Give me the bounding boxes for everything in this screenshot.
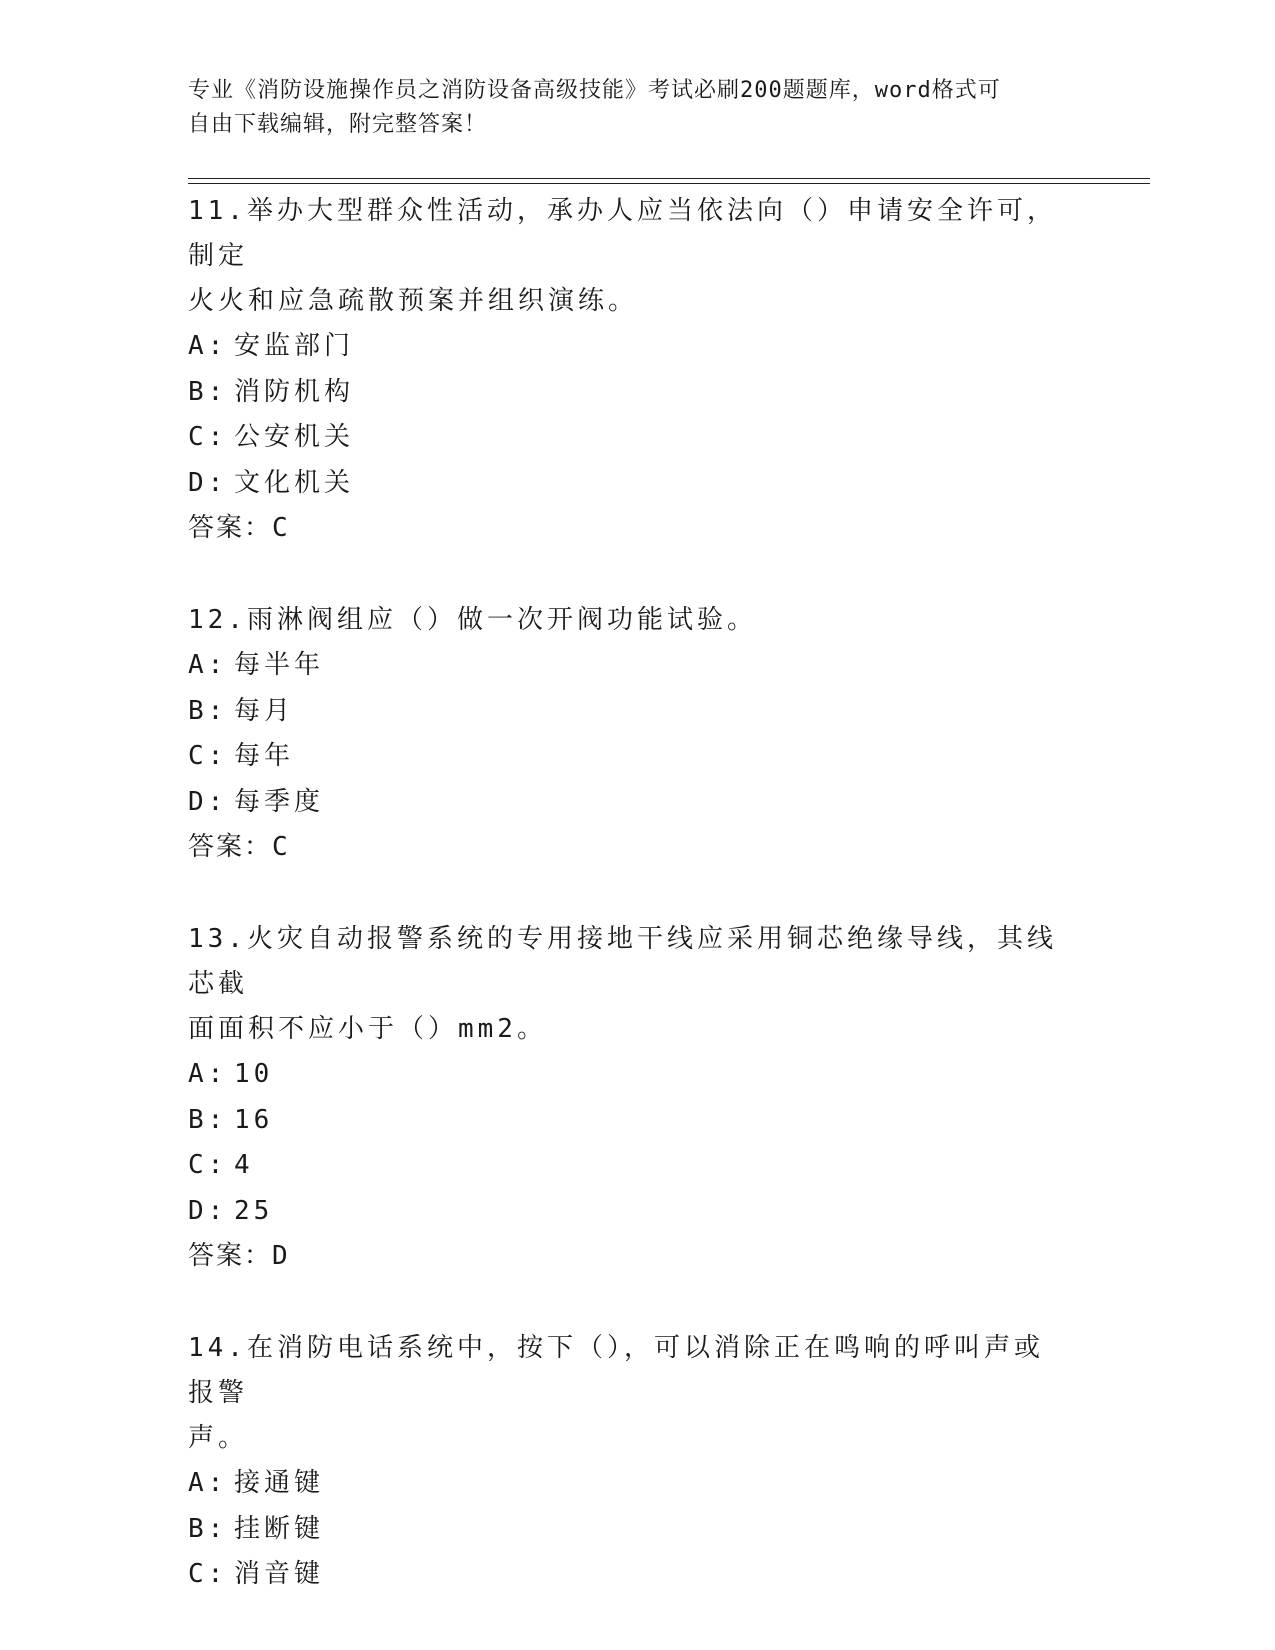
option-b: [188, 370, 1088, 416]
question-item: [188, 189, 1088, 551]
option-text: 每月: [234, 695, 295, 726]
header-line-2: 自由下载编辑，附完整答案！: [188, 112, 488, 137]
option-text: 每季度: [234, 786, 325, 817]
answer-line: 答案：C: [188, 832, 290, 862]
question-list: [188, 189, 1088, 1645]
option-text: 接通键: [234, 1468, 325, 1498]
option-key: A:: [188, 1468, 228, 1498]
option-c: [188, 1552, 1088, 1598]
option-a: [188, 643, 1088, 689]
option-d: [188, 461, 1088, 507]
option-a: [188, 1461, 1088, 1507]
option-text: 消防机构: [234, 376, 355, 407]
question-stem-line: 声。: [188, 1423, 249, 1453]
option-key: C:: [188, 741, 228, 771]
header-divider-top: [188, 178, 1150, 179]
header-divider-bottom: [188, 183, 1150, 184]
answer-line: 答案：D: [188, 1241, 290, 1271]
option-text: 消音键: [234, 1559, 325, 1589]
option-d: [188, 1189, 1088, 1235]
option-key: C:: [188, 1150, 228, 1180]
question-stem-line: 14.在消防电话系统中，按下（），可以消除正在鸣响的呼叫声或报警: [188, 1333, 1044, 1408]
option-key: D:: [188, 786, 228, 817]
option-b: [188, 1098, 1088, 1144]
question-stem: [188, 1326, 1068, 1461]
option-text: 4: [234, 1150, 254, 1180]
option-text: 挂断键: [234, 1513, 325, 1544]
option-key: C:: [188, 422, 228, 452]
question-item: [188, 598, 1088, 870]
question-stem-line: 面面积不应小于（）mm2。: [188, 1014, 547, 1044]
option-text: 10: [234, 1059, 274, 1089]
option-key: B:: [188, 1104, 228, 1135]
option-text: 16: [234, 1104, 274, 1135]
option-key: A:: [188, 650, 228, 680]
question-stem: [188, 189, 1068, 324]
option-b: [188, 1507, 1088, 1553]
option-text: 文化机关: [234, 467, 355, 498]
question-stem-line: 12.雨淋阀组应（）做一次开阀功能试验。: [188, 605, 757, 635]
option-text: 安监部门: [234, 331, 355, 361]
question-item: [188, 917, 1088, 1279]
question-stem-line: 13.火灾自动报警系统的专用接地干线应采用铜芯绝缘导线，其线芯截: [188, 924, 1057, 999]
question-stem-line: 火火和应急疏散预案并组织演练。: [188, 286, 639, 316]
question-stem: [188, 917, 1068, 1052]
option-key: D:: [188, 1195, 228, 1226]
option-a: [188, 1052, 1088, 1098]
option-c: [188, 415, 1088, 461]
question-stem-line: 11.举办大型群众性活动，承办人应当依法向（）申请安全许可，制定: [188, 196, 1057, 271]
option-text: 每年: [234, 741, 295, 771]
option-key: D:: [188, 467, 228, 498]
answer-line: 答案：C: [188, 513, 290, 543]
option-b: [188, 689, 1088, 735]
option-key: A:: [188, 331, 228, 361]
option-key: B:: [188, 695, 228, 726]
option-text: 每半年: [234, 650, 325, 680]
option-c: [188, 734, 1088, 780]
question-stem: [188, 598, 1068, 643]
option-text: 25: [234, 1195, 274, 1226]
document-header: [188, 74, 1068, 142]
option-key: C:: [188, 1559, 228, 1589]
option-d: [188, 780, 1088, 826]
option-a: [188, 324, 1088, 370]
option-text: 公安机关: [234, 422, 355, 452]
option-c: [188, 1143, 1088, 1189]
option-key: B:: [188, 1513, 228, 1544]
question-item: [188, 1326, 1088, 1598]
option-key: B:: [188, 376, 228, 407]
option-key: A:: [188, 1059, 228, 1089]
header-line-1: 专业《消防设施操作员之消防设备高级技能》考试必刷200题题库，word格式可: [188, 78, 1001, 103]
